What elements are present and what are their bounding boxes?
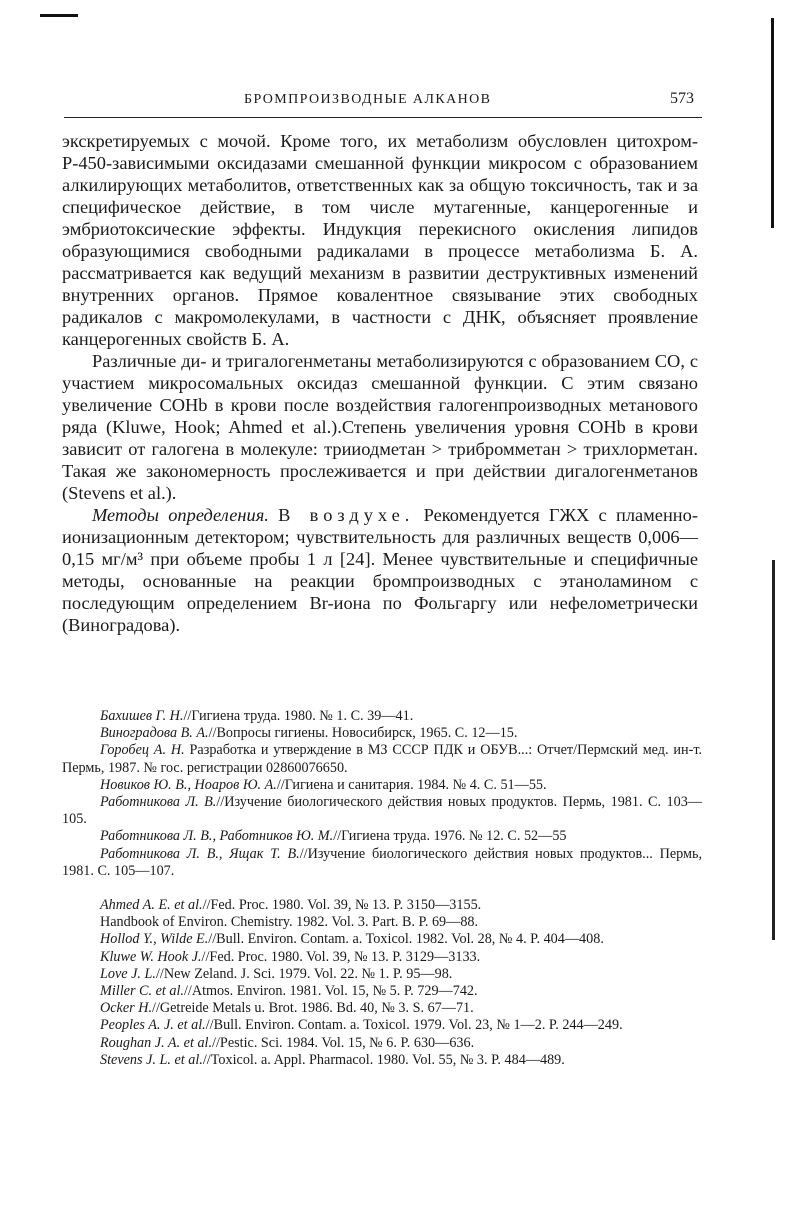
reference-item [62, 914, 702, 931]
reference-item [62, 725, 702, 742]
reference-item [62, 742, 702, 776]
header-divider [64, 117, 702, 118]
reference-text: //Гигиена труда. 1980. № 1. С. 39—41. [183, 708, 414, 724]
reference-author: Roughan J. A. et al. [100, 1034, 213, 1051]
reference-item [62, 931, 702, 948]
reference-text: Разработка и утверждение в МЗ СССР ПДК и ОБУВ...: Отчет/Пермский мед. ин-т. Пермь, 1987. № гос. регистрации 02860076650. [62, 742, 702, 776]
reference-item [62, 1052, 702, 1069]
reference-text: //Вопросы гигиены. Новосибирск, 1965. С. 12—15. [208, 725, 518, 742]
scan-edge-line [771, 18, 774, 228]
reference-author: Love J. L. [100, 965, 156, 982]
reference-group-gap [62, 880, 702, 897]
reference-author: Новиков Ю. В., Ноаров Ю. А. [100, 776, 277, 793]
reference-item [62, 1000, 702, 1017]
paragraph-metabolism: экскретируемых с мочой. Кроме того, их метаболизм обусловлен цитохром-Р-450-зависимыми оксидазами смешанной функции микросом с образованием алкилирующих метаболитов, ответственных как за общую токсичность, так и за специфическое действие, в том числе мутагенные, канцерогенные и эмбриотоксические эффекты. Индукция перекисного окисления липидов образующимися свободными радикалами в процессе метаболизма Б. А. рассматривается как ведущий механизм в развитии деструктивных изменений внутренних органов. Прямое ковалентное связывание этих свободных радикалов с макромолекулами, в частности с ДНК, объясняет проявление канцерогенных свойств Б. А. [62, 131, 698, 349]
reference-text: //Изучение биологического действия новых продуктов... Пермь, 1981. С. 105—107. [62, 845, 702, 879]
reference-author: Ahmed A. E. et al. [100, 897, 203, 914]
reference-item [62, 1017, 702, 1034]
reference-item [62, 1035, 702, 1052]
reference-author: Бахишев Г. Н. [100, 708, 184, 724]
paragraph-halomethanes: Различные ди- и тригалогенметаны метаболизируются с образованием СО, с участием микросомальных оксидаз смешанной функции. С этим связано увеличение COHb в крови после воздействия галогенпроизводных метанового ряда (Kluwe, Hook; Ahmed et al.).Степень увеличения уровня COHb в крови зависит от галогена в молекуле: трииодметан > трибромметан > трихлорметан. Такая же закономерность прослеживается и при действии дигалогенметанов (Stevens et al.). [62, 351, 698, 503]
scan-edge-line [772, 560, 775, 940]
reference-text: //Изучение биологического действия новых продуктов. Пермь, 1981. С. 103—105. [62, 794, 702, 828]
reference-item [62, 708, 702, 725]
reference-text: //Bull. Environ. Contam. a. Toxicol. 1979. Vol. 23, № 1—2. P. 244—249. [205, 1017, 623, 1034]
reference-text: //Pestic. Sci. 1984. Vol. 15, № 6. P. 630—636. [212, 1034, 475, 1051]
reference-text: //New Zeland. J. Sci. 1979. Vol. 22. № 1. P. 95—98. [155, 965, 453, 982]
reference-item [62, 794, 702, 828]
reference-item [62, 846, 702, 880]
methods-subheading: В воздухе. [278, 505, 415, 525]
reference-author: Peoples A. J. et al. [100, 1017, 206, 1034]
running-title: БРОМПРОИЗВОДНЫЕ АЛКАНОВ [244, 92, 492, 107]
page-header [64, 92, 700, 112]
reference-author: Ocker H. [100, 1000, 152, 1017]
methods-heading: Методы определения. [92, 505, 269, 525]
reference-text: //Getreide Metals u. Brot. 1986. Bd. 40, № 3. S. 67—71. [152, 1000, 474, 1017]
reference-item [62, 949, 702, 966]
reference-text: //Гигиена и санитария. 1984. № 4. С. 51—55. [276, 776, 547, 793]
reference-author: Hollod Y., Wilde E. [100, 931, 209, 948]
reference-item [62, 777, 702, 794]
reference-author: Работникова Л. В., Ящак Т. В. [100, 845, 300, 862]
reference-item [62, 828, 702, 845]
reference-text: //Atmos. Environ. 1981. Vol. 15, № 5. P. 729—742. [183, 983, 478, 1000]
scan-edge-mark [40, 14, 78, 17]
reference-author: Miller C. et al. [100, 983, 184, 1000]
reference-text: //Bull. Environ. Contam. a. Toxicol. 1982. Vol. 28, № 4. P. 404—408. [208, 931, 604, 948]
methods-text: Рекомендуется ГЖХ с пламенно-ионизационным детектором; чувствительность для различных веществ 0,006—0,15 мг/м³ при объеме пробы 1 л [24]. Менее чувствительные и специфичные методы, основанные на реакции бромпроизводных с этаноламином с последующим определением Br-иона по Фольгаргу или нефелометрически (Виноградова). [62, 505, 698, 635]
reference-item [62, 966, 702, 983]
page-number: 573 [670, 90, 694, 107]
reference-text: //Toxicol. a. Appl. Pharmacol. 1980. Vol. 55, № 3. P. 484—489. [202, 1051, 565, 1068]
reference-author: Работникова Л. В., Работников Ю. М. [100, 828, 334, 845]
reference-author: Работникова Л. В. [100, 794, 217, 811]
reference-author: Виноградова В. А. [100, 725, 209, 742]
reference-text: //Fed. Proc. 1980. Vol. 39, № 13. P. 3129—3133. [201, 948, 481, 965]
reference-author: Горобец А. Н. [100, 742, 185, 759]
references-list [62, 708, 702, 1069]
reference-item [62, 897, 702, 914]
reference-item [62, 983, 702, 1000]
paragraph-methods [62, 504, 698, 636]
main-text [62, 130, 698, 636]
reference-text: Handbook of Environ. Chemistry. 1982. Vol. 3. Part. B. P. 69—88. [100, 914, 479, 931]
reference-text: //Гигиена труда. 1976. № 12. С. 52—55 [333, 828, 567, 845]
reference-author: Stevens J. L. et al. [100, 1051, 203, 1068]
reference-text: //Fed. Proc. 1980. Vol. 39, № 13. P. 3150—3155. [202, 897, 482, 914]
reference-author: Kluwe W. Hook J. [100, 948, 202, 965]
